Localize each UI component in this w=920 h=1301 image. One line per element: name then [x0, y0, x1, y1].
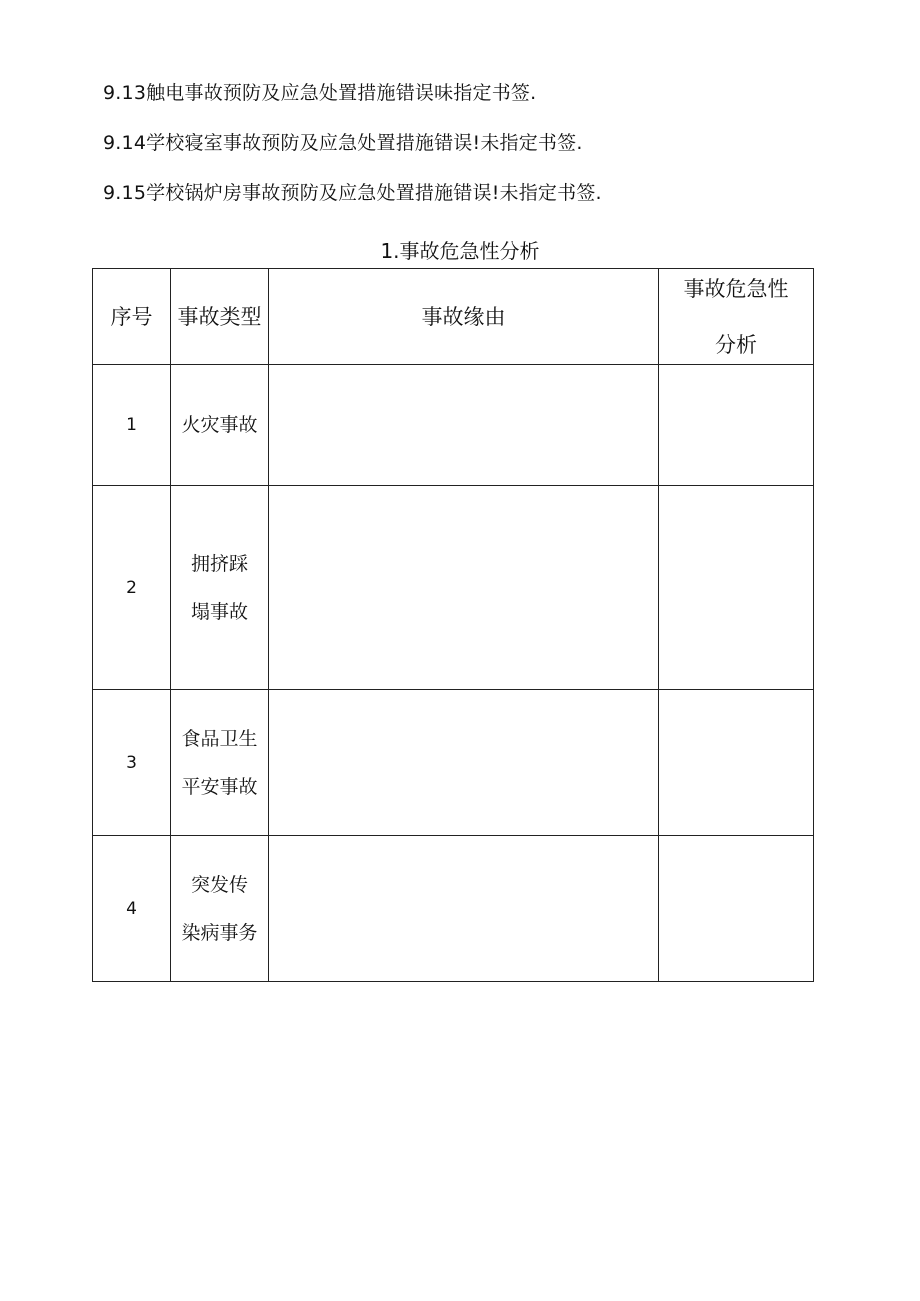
- row-type-line: 塌事故: [190, 600, 248, 623]
- row-seq: 2: [93, 486, 171, 690]
- header-cause: 事故缘由: [269, 269, 659, 365]
- row-type: [171, 690, 269, 836]
- table-row: [93, 486, 814, 690]
- row-type: [171, 486, 269, 690]
- table-row: [93, 836, 814, 982]
- row-analysis-cell[interactable]: [659, 690, 814, 836]
- row-seq: 1: [93, 365, 171, 486]
- table-row: [93, 365, 814, 486]
- row-type-line: 平安事故: [181, 775, 258, 798]
- row-cause-cell[interactable]: [269, 836, 659, 982]
- row-cause-cell[interactable]: [269, 486, 659, 690]
- header-analysis-line1: 事故危急性: [683, 276, 789, 301]
- row-seq: 3: [93, 690, 171, 836]
- row-type-line: 火灾事故: [181, 414, 258, 436]
- accident-analysis-table: [92, 268, 814, 982]
- table-row: [93, 690, 814, 836]
- row-seq: 4: [93, 836, 171, 982]
- row-type-line: 染病事务: [181, 921, 258, 944]
- row-type-line: 拥挤踩: [190, 552, 248, 575]
- row-type-line: 突发传: [190, 873, 248, 896]
- toc-entry-9-14[interactable]: 9.14学校寝室事故预防及应急处置措施错误!未指定书签.: [103, 132, 583, 154]
- row-analysis-cell[interactable]: [659, 365, 814, 486]
- row-analysis-cell[interactable]: [659, 836, 814, 982]
- row-type-line: 食品卫生: [181, 727, 258, 750]
- row-analysis-cell[interactable]: [659, 486, 814, 690]
- header-analysis-line2: 分析: [715, 332, 757, 357]
- row-type: [171, 836, 269, 982]
- header-type: 事故类型: [171, 269, 269, 365]
- toc-entry-9-15[interactable]: 9.15学校锅炉房事故预防及应急处置措施错误!未指定书签.: [103, 182, 602, 204]
- row-type: [171, 365, 269, 486]
- table-header-row: [93, 269, 814, 365]
- header-seq: 序号: [93, 269, 171, 365]
- toc-entry-9-13[interactable]: 9.13触电事故预防及应急处置措施错误味指定书签.: [103, 82, 537, 104]
- section-title: 1.事故危急性分析: [380, 239, 540, 263]
- header-analysis: [659, 269, 814, 365]
- row-cause-cell[interactable]: [269, 690, 659, 836]
- row-cause-cell[interactable]: [269, 365, 659, 486]
